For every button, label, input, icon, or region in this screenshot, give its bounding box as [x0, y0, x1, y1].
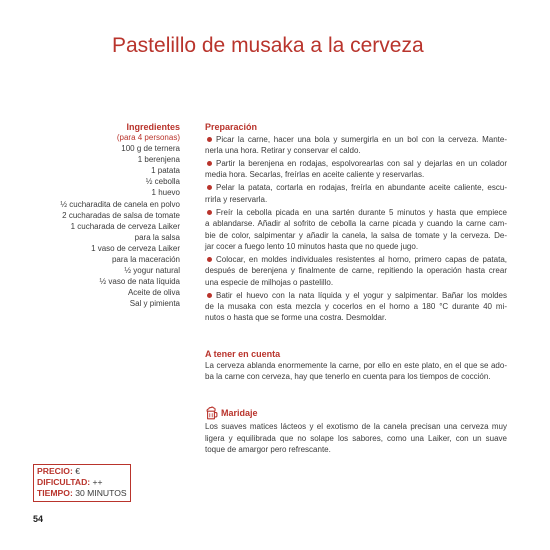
step-text: Batir el huevo con la nata líquida y el yogur y salpimentar. Bañar los moldes — [216, 290, 507, 300]
time-label: TIEMPO: — [37, 487, 73, 498]
page-number: 54 — [33, 514, 44, 524]
price-value: € — [75, 465, 80, 476]
step-line: de la musaka con esta mezcla y cocerlos en el horno a 180 °C durante 40 mi- — [205, 302, 507, 312]
ingredient-line: para la maceración — [111, 255, 180, 265]
bullet-dot-icon — [207, 137, 212, 142]
step-text: Freír la cebolla picada en una sartén durante 5 minutos y hasta que empiece — [216, 207, 507, 217]
ingredient-line: 1 vaso de cerveza Laiker — [91, 243, 180, 253]
preparation-step — [205, 290, 507, 324]
time-row — [37, 488, 127, 499]
ingredient-line: 1 cucharada de cerveza Laiker — [70, 221, 180, 231]
price-label: PRECIO: — [37, 465, 73, 476]
step-line: después de berenjena y finalmente de carne, repitiendo la operación hasta crear — [205, 266, 507, 276]
ingredient-line: 100 g de ternera — [121, 144, 180, 154]
step-text: Colocar, en moldes individuales resistentes al horno, primero capas de patata, — [216, 255, 507, 265]
bullet-dot-icon — [207, 161, 212, 166]
step-line: jar cocer a fuego lento 10 minutos hasta que no quede jugo. — [205, 241, 419, 251]
preparation-heading: Preparación — [205, 121, 258, 132]
step-line — [205, 134, 507, 145]
preparation-step — [205, 134, 507, 157]
time-value: 30 MINUTOS — [75, 487, 127, 498]
step-line: a ablandarse. Añadir al sofrito de cebolla la carne picada y cuando la carne cam- — [205, 219, 507, 229]
step-line — [205, 254, 507, 265]
note-section — [205, 349, 507, 383]
pairing-text — [205, 421, 507, 455]
pairing-line: Los suaves matices lácteos y el exotismo de la canela precisan una cerveza muy — [205, 422, 507, 432]
pairing-line: ligera y equilibrada que no solape los sabores, como una Laiker, con un suave — [205, 433, 507, 443]
pairing-heading: Maridaje — [221, 407, 258, 418]
ingredient-line: Aceite de oliva — [127, 288, 180, 298]
ingredient-line: ½ cucharadita de canela en polvo — [60, 199, 180, 209]
note-line: La cerveza ablanda enormemente la carne, por ello en este plato, en el que se ado- — [205, 360, 507, 370]
ingredient-line: 1 patata — [151, 166, 180, 176]
preparation-steps — [205, 134, 507, 324]
bullet-dot-icon — [207, 293, 212, 298]
preparation-section — [205, 122, 507, 326]
bullet-dot-icon — [207, 185, 212, 190]
ingredient-line: ½ vaso de nata líquida — [99, 277, 180, 287]
pairing-section — [205, 406, 507, 455]
ingredients-heading: Ingredientes — [126, 121, 180, 132]
recipe-summary-box — [33, 464, 131, 502]
ingredients-servings: (para 4 personas) — [116, 133, 180, 142]
preparation-step — [205, 207, 507, 252]
step-line: una especie de milhojas o pastelillo. — [205, 277, 334, 287]
step-text: Pelar la patata, cortarla en rodajas, freírla en abundante aceite caliente, escu- — [216, 183, 507, 193]
pairing-heading-row — [205, 406, 507, 420]
step-line: nutos o hasta que se forme una costra. Desmoldar. — [205, 313, 387, 323]
beer-mug-icon — [206, 406, 218, 420]
ingredient-line: 1 berenjena — [137, 155, 180, 165]
step-line — [205, 182, 507, 193]
difficulty-row — [37, 477, 127, 488]
bullet-dot-icon — [207, 257, 212, 262]
step-line: bie de color, salpimentar y añadir la canela, la salsa de tomate y la cerveza. De- — [205, 230, 507, 240]
difficulty-label: DIFICULTAD: — [37, 476, 91, 487]
ingredient-line: para la salsa — [134, 232, 180, 242]
ingredient-line: ½ yogur natural — [124, 266, 180, 276]
ingredient-line: 2 cucharadas de salsa de tomate — [62, 210, 180, 220]
ingredient-line: 1 huevo — [151, 188, 180, 198]
step-line — [205, 290, 507, 301]
step-line: media hora. Secarlas, freírlas en aceite caliente y reservarlas. — [205, 170, 425, 180]
preparation-step — [205, 254, 507, 288]
preparation-step — [205, 158, 507, 181]
step-line: rrirla y reservarla. — [205, 194, 268, 204]
note-heading: A tener en cuenta — [205, 348, 281, 359]
step-line — [205, 158, 507, 169]
note-line: ba la carne con cerveza, hay que tenerlo en cuenta para los tiempos de cocción. — [205, 371, 491, 381]
ingredient-line: Sal y pimienta — [129, 299, 180, 309]
step-line — [205, 207, 507, 218]
difficulty-value: ++ — [92, 476, 103, 487]
bullet-dot-icon — [207, 210, 212, 215]
step-text: Partir la berenjena en rodajas, espolvorearlas con sal y dejarlas en un colador — [216, 158, 507, 168]
ingredient-line: ½ cebolla — [145, 177, 180, 187]
ingredients-column — [20, 122, 180, 310]
step-text: Picar la carne, hacer una bola y sumergirla en un bol con la cerveza. Mante- — [216, 134, 507, 144]
pairing-line: toque de amargor pero refrescante. — [205, 444, 331, 454]
step-line: nerla una hora. Retirar y conservar el caldo. — [205, 145, 361, 155]
price-row — [37, 466, 127, 477]
preparation-step — [205, 182, 507, 205]
recipe-title: Pastelillo de musaka a la cerveza — [112, 34, 424, 57]
